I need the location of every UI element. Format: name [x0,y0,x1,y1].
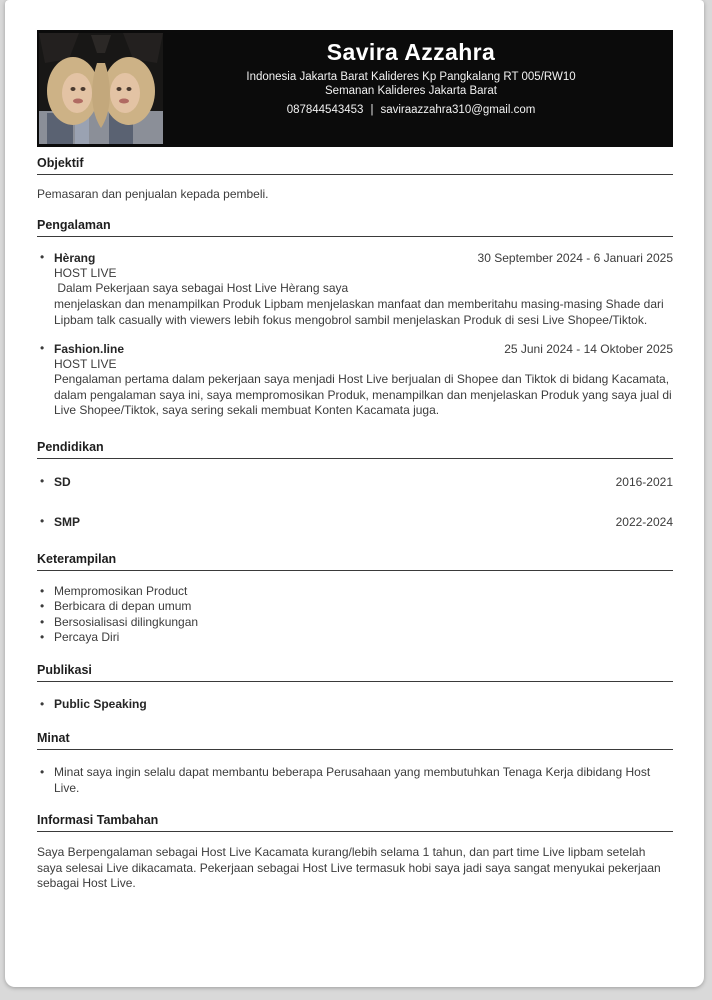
experience-description-line: menjelaskan dan menampilkan Produk Lipbam menjelaskan manfaat dan memberitahu masing-masing Shade dari Lipbam talk casually with viewers lebih fokus mengobrol sambil menjelaskan Produk di sesi Live Shopee/Tiktok. [54,297,668,327]
education-item [37,515,673,529]
resume-page [5,0,704,987]
resume-header [37,30,673,147]
profile-photo [39,33,163,144]
section-heading-keterampilan: Keterampilan [37,552,673,571]
objective-text: Pemasaran dan penjualan kepada pembeli. [37,187,269,201]
skill-item [37,599,673,615]
bullet-icon [40,341,44,355]
bullet-icon [40,630,44,646]
contact-line [163,104,659,116]
section-heading-pendidikan: Pendidikan [37,440,673,459]
section-heading-informasi-tambahan: Informasi Tambahan [37,813,673,832]
experience-description-line: Dalam Pekerjaan saya sebagai Host Live Hèrang saya [54,280,349,295]
experience-company: Fashion.line [54,342,125,356]
experience-dates: 30 September 2024 - 6 Januari 2025 [477,250,673,265]
interest-label: Minat saya ingin selalu dapat membantu beberapa Perusahaan yang membutuhkan Tenaga Kerja dibidang Host Live. [54,765,651,795]
education-item [37,475,673,489]
skill-item [37,630,673,646]
education-school: SD [54,474,71,489]
skill-label: Percaya Diri [54,630,120,644]
publication-item [37,697,673,713]
skills-list [37,584,673,646]
experience-role: HOST LIVE [54,265,117,280]
education-dates: 2022-2024 [615,514,673,529]
bullet-icon [40,765,44,781]
bullet-icon [40,615,44,631]
education-school: SMP [54,514,81,529]
bullet-icon [40,250,44,264]
experience-item [37,251,673,329]
bullet-icon [40,599,44,615]
skill-item [37,584,673,600]
skill-item [37,615,673,631]
experience-company: Hèrang [54,250,96,265]
candidate-name: Savira Azzahra [326,39,496,65]
address-line-2: Semanan Kalideres Jakarta Barat [325,85,497,97]
experience-head [54,251,673,265]
bullet-icon [40,697,44,713]
experience-item [37,342,676,419]
header-text-block [163,30,673,147]
education-dates: 2016-2021 [615,474,673,489]
experience-description-line: Pengalaman pertama dalam pekerjaan saya menjadi Host Live berjualan di Shopee dan Tiktok di bidang Kacamata, dalam pengalaman saya ini, saya mempromosikan Produk, menampilkan dan menjelaskan Produk yang saya jual di Live Shopee/Tiktok, saya sering sekali membuat Konten Kacamata juga. [54,372,676,417]
additional-info-text: Saya Berpengalaman sebagai Host Live Kacamata kurang/lebih selama 1 tahun, dan part time Live lipbam setelah saya selesai Live dikacamata. Pekerjaan sebagai Host Live termasuk hobi saya jadi saya sangat menyukai pekerjaan sebagai Host Live. [37,845,661,890]
experience-dates: 25 Juni 2024 - 14 Oktober 2025 [504,342,673,356]
bullet-icon [40,584,44,600]
skill-label: Mempromosikan Product [54,583,188,598]
section-heading-publikasi: Publikasi [37,663,673,682]
profile-photo-image [39,33,163,144]
section-heading-objektif: Objektif [37,156,673,175]
skill-label: Bersosialisasi dilingkungan [54,614,199,629]
address-line-1: Indonesia Jakarta Barat Kalideres Kp Pangkalang RT 005/RW10 [246,71,576,83]
email-address: saviraazzahra310@gmail.com [380,104,536,116]
experience-head [54,342,673,356]
contact-separator: | [370,104,374,116]
experience-role: HOST LIVE [54,357,117,371]
interest-item [37,765,673,796]
publication-label: Public Speaking [54,696,147,711]
section-heading-pengalaman: Pengalaman [37,218,673,237]
phone-number: 087844543453 [286,104,364,116]
skill-label: Berbicara di depan umum [54,599,192,613]
resume-content [5,0,704,892]
bullet-icon [40,514,44,528]
bullet-icon [40,474,44,488]
section-heading-minat: Minat [37,731,673,750]
